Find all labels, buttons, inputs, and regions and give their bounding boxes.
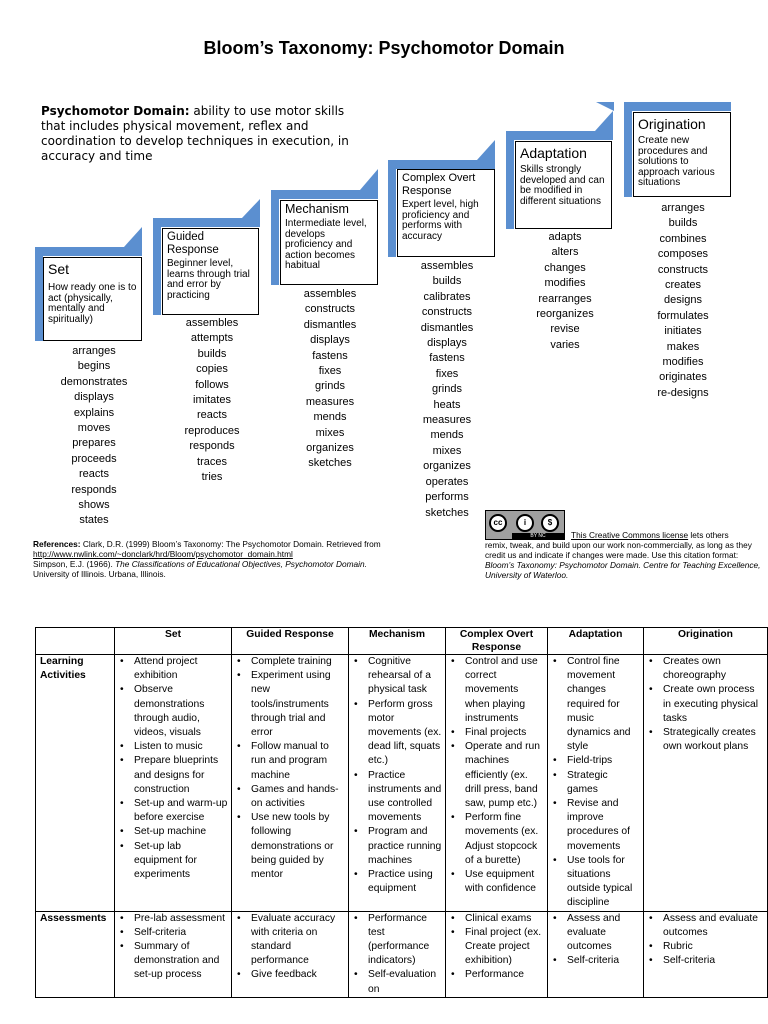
- cell-list: [235, 912, 345, 983]
- verb-item: fixes: [435, 367, 459, 380]
- step-top-bar: [506, 131, 613, 140]
- verb-item: assembles: [185, 317, 239, 329]
- list-item: • Performance test (performance indicators): [368, 912, 442, 969]
- cell-list: [118, 912, 228, 983]
- list-item: • Experiment using new tools/instruments through trial and error: [251, 669, 345, 740]
- table-cell: [548, 655, 644, 912]
- reference-url-link[interactable]: http://www.nwlink.com/~donclark/hrd/Bloom/psychomotor_domain.html: [33, 549, 293, 559]
- list-item: • Practice using equipment: [368, 868, 442, 896]
- list-item: • Self-criteria: [567, 954, 640, 968]
- list-item: • Assess and evaluate outcomes: [663, 912, 764, 940]
- verb-item: makes: [666, 340, 700, 353]
- cell-list: [551, 655, 640, 911]
- verb-item: traces: [197, 455, 227, 468]
- verb-item: attempts: [190, 332, 234, 345]
- table-cell: [446, 911, 548, 997]
- verb-item: reproduces: [184, 424, 240, 437]
- table-row-assessments: [36, 911, 768, 997]
- verb-item: operates: [425, 475, 469, 488]
- verb-item: measures: [305, 395, 355, 408]
- step-riser: [595, 111, 613, 131]
- list-item: • Rubric: [663, 940, 764, 954]
- table-header-guided-response: Guided Response: [232, 628, 349, 655]
- verb-item: reacts: [197, 409, 227, 422]
- references: [33, 539, 453, 579]
- step-top-bar: [271, 190, 378, 199]
- verb-item: mends: [430, 429, 464, 442]
- level-box-set: [43, 257, 142, 341]
- verb-item: dismantles: [303, 318, 357, 331]
- list-item: • Assess and evaluate outcomes: [567, 912, 640, 955]
- verb-item: arranges: [661, 202, 705, 214]
- list-item: • Follow manual to run and program machine: [251, 740, 345, 783]
- list-item: • Operate and run machines efficiently (ex. drill press, band saw, pump etc.): [465, 740, 544, 811]
- badge-label: BY NC: [512, 533, 564, 539]
- verb-item: grinds: [432, 383, 462, 396]
- list-item: • Prepare blueprints and designs for construction: [134, 754, 228, 797]
- verb-list-adaptation: [515, 230, 615, 353]
- cell-list: [352, 912, 442, 997]
- level-desc-origination: Create new procedures and solutions to approach various situations: [638, 135, 715, 188]
- step-top-bar: [388, 160, 495, 169]
- level-desc-guided-response: Beginner level, learns through trial and error by practicing: [167, 258, 250, 301]
- list-item: • Games and hands-on activities: [251, 783, 345, 811]
- verb-item: shows: [78, 499, 110, 512]
- cell-list: [352, 655, 442, 896]
- step-left-bar: [506, 131, 514, 229]
- level-box-origination: [633, 112, 731, 197]
- step-top-bar: [153, 218, 260, 227]
- step-left-bar: [388, 160, 396, 257]
- verb-item: alters: [551, 246, 579, 259]
- table-cell: [548, 911, 644, 997]
- list-item: • Set-up machine: [134, 825, 228, 839]
- table-cell: [232, 655, 349, 912]
- level-name-complex-overt-response: Complex Overt Response: [402, 172, 476, 197]
- references-label: References:: [33, 539, 81, 549]
- verb-item: organizes: [423, 460, 471, 473]
- verb-item: builds: [668, 217, 698, 230]
- list-item: • Self-criteria: [134, 926, 228, 940]
- verb-item: changes: [544, 261, 586, 274]
- verb-list-complex-overt-response: [397, 259, 497, 521]
- table-cell: [349, 655, 446, 912]
- cell-list: [235, 655, 345, 882]
- list-item: • Self-evaluation on: [368, 968, 442, 996]
- verb-item: moves: [77, 422, 111, 435]
- verb-item: measures: [422, 414, 472, 427]
- list-item: • Give feedback: [251, 968, 345, 982]
- cell-list: [551, 912, 640, 969]
- page-title: Bloom’s Taxonomy: Psychomotor Domain: [203, 38, 565, 58]
- reference-simpson: Simpson, E.J. (1966).: [33, 559, 116, 569]
- table-header-adaptation: Adaptation: [548, 628, 644, 655]
- verb-item: calibrates: [423, 290, 471, 303]
- step-riser: [596, 102, 614, 111]
- step-left-bar: [153, 218, 161, 315]
- table-header-set: Set: [115, 628, 232, 655]
- list-item: • Performance: [465, 968, 544, 982]
- verb-item: demonstrates: [60, 375, 128, 388]
- level-desc-set: How ready one is to act (physically, mentally and spiritually): [48, 282, 137, 325]
- verb-item: responds: [71, 483, 117, 496]
- verb-item: composes: [657, 248, 709, 261]
- row-label-learning-activities: Learning Activities: [36, 655, 115, 912]
- step-riser: [477, 140, 495, 160]
- list-item: • Perform gross motor movements (ex. dead lift, squats etc.): [368, 698, 442, 769]
- verb-item: displays: [74, 391, 114, 404]
- level-name-guided-response: Guided Response: [167, 231, 219, 256]
- verb-item: explains: [73, 406, 115, 419]
- verb-item: organizes: [306, 442, 354, 455]
- verb-item: tries: [201, 471, 223, 484]
- verb-item: fastens: [429, 352, 465, 365]
- list-item: • Clinical exams: [465, 912, 544, 926]
- list-item: • Strategically creates own workout plans: [663, 726, 764, 754]
- verb-item: designs: [664, 294, 702, 307]
- list-item: • Pre-lab assessment: [134, 912, 228, 926]
- level-desc-mechanism: Intermediate level, develops proficiency and action becomes habitual: [285, 218, 367, 271]
- step-left-bar: [271, 190, 279, 285]
- list-item: • Complete training: [251, 655, 345, 669]
- step-riser: [124, 227, 142, 247]
- step-top-bar: [624, 102, 731, 111]
- verb-item: modifies: [662, 356, 704, 369]
- verb-item: fixes: [318, 365, 342, 378]
- level-desc-complex-overt-response: Expert level, high proficiency and performs with accuracy: [402, 199, 479, 242]
- level-box-adaptation: [515, 141, 612, 229]
- list-item: • Observe demonstrations through audio, videos, visuals: [134, 683, 228, 740]
- step-left-bar: [624, 102, 632, 197]
- verb-item: creates: [664, 279, 702, 292]
- table-header-origination: Origination: [644, 628, 768, 655]
- table-cell: [115, 655, 232, 912]
- verb-item: sketches: [308, 457, 352, 470]
- verb-item: builds: [197, 347, 227, 360]
- verb-item: mixes: [315, 426, 345, 439]
- verb-item: fastens: [312, 349, 348, 362]
- verb-list-guided-response: [162, 316, 262, 485]
- verb-item: reorganizes: [536, 308, 594, 321]
- verb-item: dismantles: [420, 321, 474, 334]
- level-box-complex-overt-response: [397, 169, 495, 257]
- verb-item: assembles: [420, 260, 474, 272]
- level-name-adaptation: Adaptation: [520, 145, 587, 161]
- verb-item: combines: [659, 232, 707, 245]
- list-item: • Program and practice running machines: [368, 825, 442, 868]
- reference-clark: Clark, D.R. (1999) Bloom’s Taxonomy: The Psychomotor Domain. Retrieved from: [82, 539, 381, 549]
- verb-item: varies: [550, 338, 580, 351]
- list-item: • Field-trips: [567, 754, 640, 768]
- cell-list: [647, 655, 764, 754]
- level-box-mechanism: [280, 200, 378, 285]
- verb-item: proceeds: [71, 452, 117, 465]
- activities-table: [35, 627, 768, 998]
- list-item: • Use new tools by following demonstrations or being guided by mentor: [251, 811, 345, 882]
- level-name-set: Set: [48, 261, 70, 277]
- intro-definition: ability to use motor skills that includes physical movement, reflex and coordination to develop techniques in execution, in accuracy and time: [41, 104, 349, 163]
- step-top-bar: [35, 247, 142, 256]
- verb-item: modifies: [544, 277, 586, 290]
- attribution-icon: i: [516, 514, 534, 532]
- list-item: • Use tools for situations outside typical discipline: [567, 854, 640, 911]
- list-item: • Strategic games: [567, 769, 640, 797]
- license-text: remix, tweak, and build upon our work non-commercially, as long as they credit us and indicate if changes were made. Use this citation format:: [485, 540, 752, 560]
- step-left-bar: [35, 247, 43, 341]
- verb-item: states: [79, 514, 109, 527]
- list-item: • Attend project exhibition: [134, 655, 228, 683]
- level-box-guided-response: [162, 228, 259, 315]
- verb-item: mixes: [432, 444, 462, 457]
- noncommercial-icon: $: [541, 514, 559, 532]
- table-cell: [232, 911, 349, 997]
- verb-item: imitates: [193, 394, 231, 407]
- intro-term: Psychomotor Domain:: [41, 104, 190, 118]
- verb-item: heats: [433, 398, 461, 411]
- table-header-corner: [36, 628, 115, 655]
- list-item: • Practice instruments and use controlled movements: [368, 769, 442, 826]
- verb-item: responds: [189, 440, 235, 453]
- license-text-start: lets others: [688, 530, 729, 540]
- table-cell: [115, 911, 232, 997]
- verb-item: initiates: [664, 325, 702, 338]
- table-row-learning-activities: [36, 655, 768, 912]
- verb-item: mends: [313, 411, 347, 424]
- table-cell: [349, 911, 446, 997]
- list-item: • Cognitive rehearsal of a physical task: [368, 655, 442, 698]
- cell-list: [118, 655, 228, 882]
- verb-list-mechanism: [280, 287, 380, 472]
- verb-item: performs: [425, 491, 469, 504]
- verb-item: constructs: [421, 306, 473, 319]
- cell-list: [647, 912, 764, 969]
- verb-list-origination: [633, 201, 733, 401]
- cell-list: [449, 912, 544, 983]
- list-item: • Control and use correct movements when playing instruments: [465, 655, 544, 726]
- verb-item: reacts: [79, 468, 109, 481]
- table-header-mechanism: Mechanism: [349, 628, 446, 655]
- verb-item: assembles: [303, 288, 357, 300]
- level-name-mechanism: Mechanism: [285, 202, 349, 216]
- table-cell: [644, 655, 768, 912]
- list-item: • Use equipment with confidence: [465, 868, 544, 896]
- verb-item: arranges: [72, 345, 116, 357]
- verb-item: builds: [432, 275, 462, 288]
- list-item: • Final project (ex. Create project exhibition): [465, 926, 544, 969]
- verb-item: sketches: [425, 506, 469, 519]
- reference-simpson-publisher: University of Illinois. Urbana, Illinois.: [33, 569, 166, 579]
- step-riser: [360, 169, 378, 190]
- verb-item: re-designs: [657, 386, 709, 399]
- verb-item: displays: [427, 337, 467, 350]
- verb-item: grinds: [315, 380, 345, 393]
- list-item: • Listen to music: [134, 740, 228, 754]
- verb-item: revise: [550, 323, 580, 336]
- verb-item: constructs: [657, 263, 709, 276]
- verb-item: rearranges: [538, 292, 592, 305]
- verb-item: prepares: [72, 437, 116, 450]
- list-item: • Evaluate accuracy with criteria on standard performance: [251, 912, 345, 969]
- verb-item: copies: [196, 363, 228, 376]
- cell-list: [449, 655, 544, 896]
- verb-item: constructs: [304, 303, 356, 316]
- cc-by-nc-badge[interactable]: [485, 510, 565, 540]
- table-header-complex-overt-response: Complex Overt Response: [446, 628, 548, 655]
- table-header-row: [36, 628, 768, 655]
- verb-list-set: [44, 344, 144, 529]
- level-name-origination: Origination: [638, 116, 706, 132]
- verb-item: begins: [77, 360, 111, 373]
- row-label-assessments: Assessments: [36, 911, 115, 997]
- list-item: • Summary of demonstration and set-up process: [134, 940, 228, 983]
- license-citation: Bloom’s Taxonomy: Psychomotor Domain. Centre for Teaching Excellence, University of Waterloo.: [485, 560, 761, 580]
- verb-item: follows: [195, 378, 229, 391]
- list-item: • Create own process in executing physical tasks: [663, 683, 764, 726]
- list-item: • Final projects: [465, 726, 544, 740]
- list-item: • Perform fine movements (ex. Adjust stopcock of a burette): [465, 811, 544, 868]
- verb-item: adapts: [548, 231, 582, 243]
- verb-item: displays: [310, 334, 350, 347]
- verb-item: formulates: [657, 309, 709, 322]
- table-cell: [446, 655, 548, 912]
- cc-license-link[interactable]: This Creative Commons license: [571, 530, 689, 540]
- list-item: • Control fine movement changes required for music dynamics and style: [567, 655, 640, 754]
- list-item: • Creates own choreography: [663, 655, 764, 683]
- level-desc-adaptation: Skills strongly developed and can be modified in different situations: [520, 164, 605, 207]
- list-item: • Set-up lab equipment for experiments: [134, 840, 228, 883]
- reference-simpson-title: The Classifications of Educational Objectives, Psychomotor Domain.: [115, 559, 367, 569]
- list-item: • Self-criteria: [663, 954, 764, 968]
- verb-item: originates: [659, 371, 707, 384]
- list-item: • Revise and improve procedures of movements: [567, 797, 640, 854]
- cc-icon: cc: [489, 514, 507, 532]
- step-riser: [242, 199, 260, 218]
- table-cell: [644, 911, 768, 997]
- list-item: • Set-up and warm-up before exercise: [134, 797, 228, 825]
